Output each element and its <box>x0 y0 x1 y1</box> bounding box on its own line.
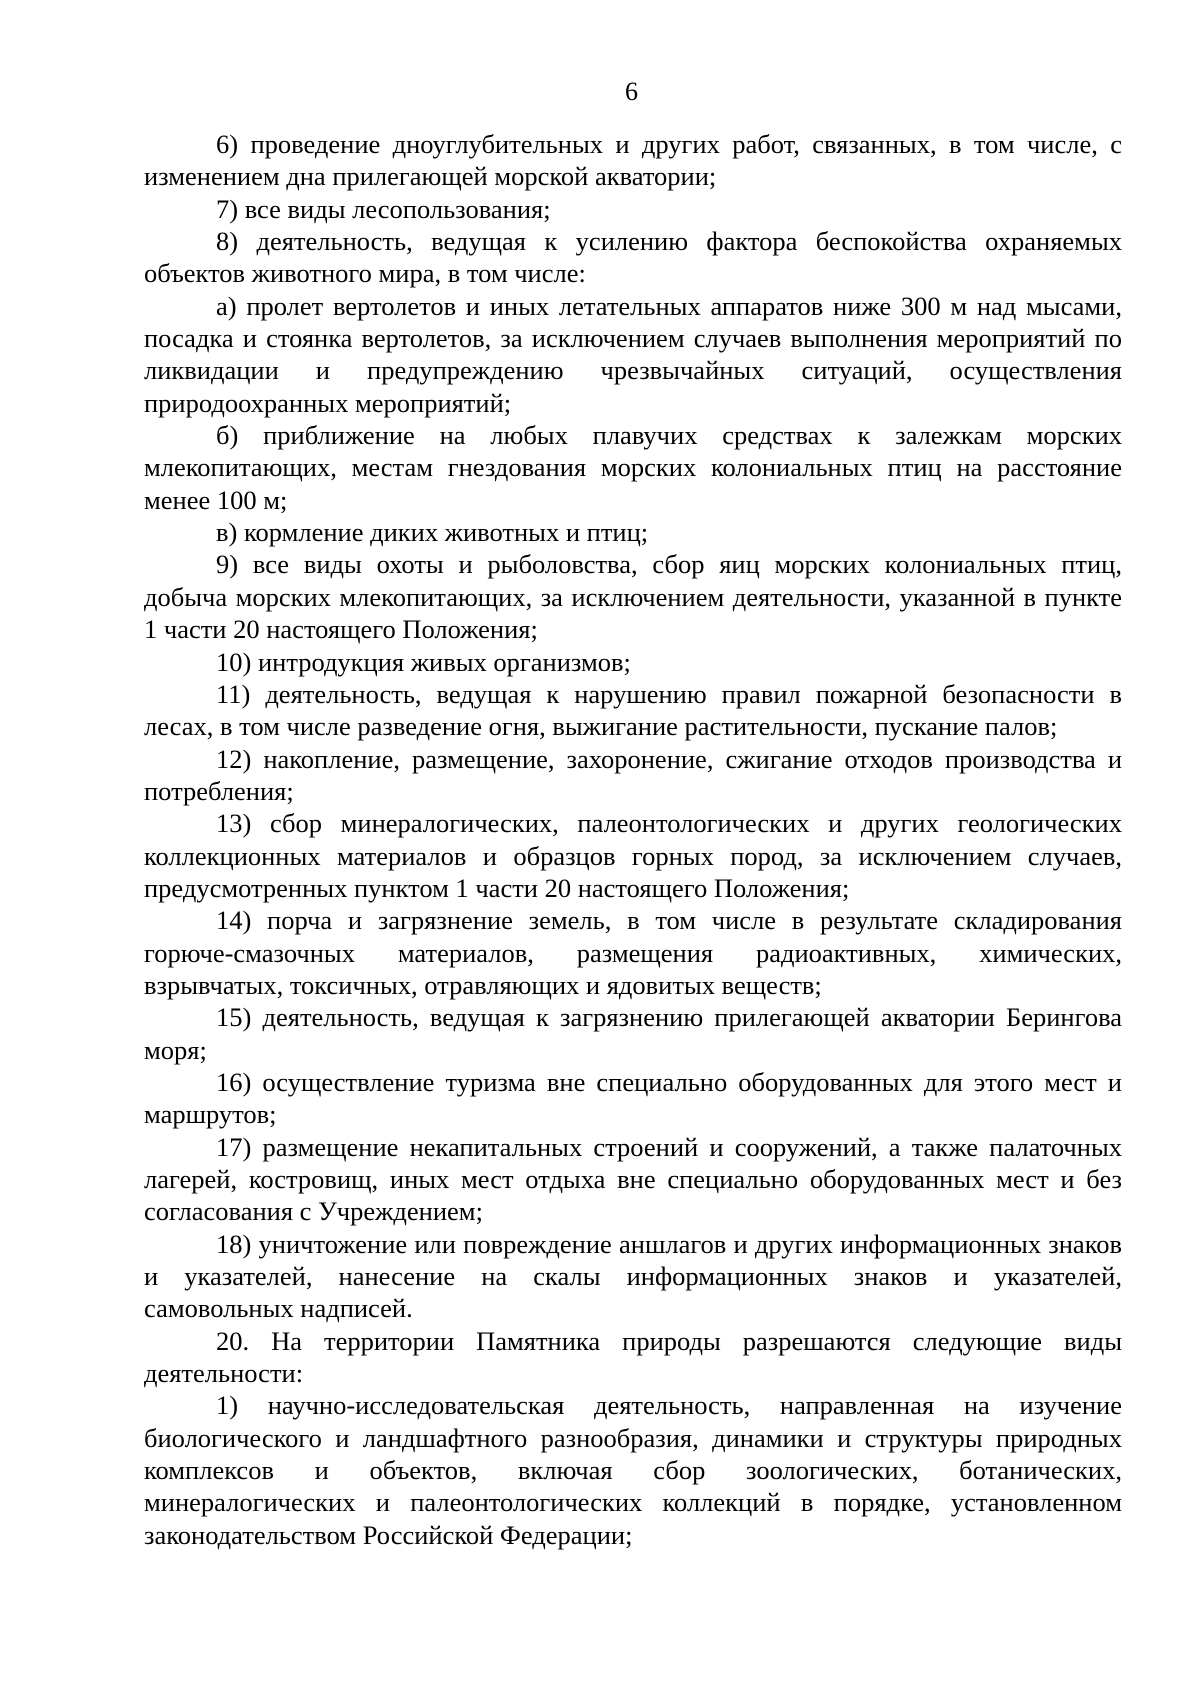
section-20-heading: 20. На территории Памятника природы разрешаются следующие виды деятельности: <box>144 1325 1122 1389</box>
paragraph-subitem-a: а) пролет вертолетов и иных летательных аппаратов ниже 300 м над мысами, посадка и стоянка вертолетов, за исключением случаев выполнения мероприятий по ликвидации и предупреждению чрезвычайных ситуаций, осуществления природоохранных мероприятий; <box>144 290 1122 418</box>
paragraph-item-7: 7) все виды лесопользования; <box>216 193 551 224</box>
paragraph-item-10: 10) интродукция живых организмов; <box>216 646 631 677</box>
paragraph-item-17: 17) размещение некапитальных строений и сооружений, а также палаточных лагерей, костровищ, иных мест отдыха вне специально оборудованных мест и без согласования с Учреждением; <box>144 1131 1122 1227</box>
paragraph-item-14: 14) порча и загрязнение земель, в том числе в результате складирования горюче-смазочных материалов, размещения радиоактивных, химических, взрывчатых, токсичных, отравляющих и ядовитых веществ; <box>144 905 1122 1000</box>
paragraph-item-16: 16) осуществление туризма вне специально оборудованных для этого мест и маршрутов; <box>144 1066 1122 1130</box>
document-body <box>144 128 1122 1551</box>
paragraph-item-6: 6) проведение дноуглубительных и других работ, связанных, в том числе, с изменением дна прилегающей морской акватории; <box>144 129 1122 192</box>
paragraph-section-20-item-1: 1) научно-исследовательская деятельность, направленная на изучение биологического и ландшафтного разнообразия, динамики и структуры природных комплексов и объектов, включая сбор зоологических, ботанических, минералогических и палеонтологических коллекций в порядке, установленном законодательством Российской Федерации; <box>144 1390 1122 1550</box>
paragraph-item-11: 11) деятельность, ведущая к нарушению правил пожарной безопасности в лесах, в том числе разведение огня, выжигание растительности, пускание палов; <box>144 678 1122 742</box>
paragraph-item-12: 12) накопление, размещение, захоронение, сжигание отходов производства и потребления; <box>144 743 1122 806</box>
page-number: 6 <box>625 77 638 106</box>
paragraph-item-13: 13) сбор минералогических, палеонтологических и других геологических коллекционных материалов и образцов горных пород, за исключением случаев, предусмотренных пунктом 1 части 20 настоящего Положения; <box>144 808 1122 903</box>
paragraph-subitem-v: в) кормление диких животных и птиц; <box>216 517 649 548</box>
paragraph-item-15: 15) деятельность, ведущая к загрязнению прилегающей акватории Берингова моря; <box>144 1002 1122 1065</box>
paragraph-item-8: 8) деятельность, ведущая к усилению фактора беспокойства охраняемых объектов животного мира, в том числе: <box>144 226 1122 289</box>
paragraph-item-9: 9) все виды охоты и рыболовства, сбор яиц морских колониальных птиц, добыча морских млекопитающих, за исключением деятельности, указанной в пункте 1 части 20 настоящего Положения; <box>144 549 1122 645</box>
paragraph-item-18: 18) уничтожение или повреждение аншлагов и других информационных знаков и указателей, нанесение на скалы информационных знаков и указателей, самовольных надписей. <box>144 1228 1122 1324</box>
paragraph-subitem-b: б) приближение на любых плавучих средствах к залежкам морских млекопитающих, местам гнездования морских колониальных птиц на расстояние менее 100 м; <box>144 420 1122 515</box>
